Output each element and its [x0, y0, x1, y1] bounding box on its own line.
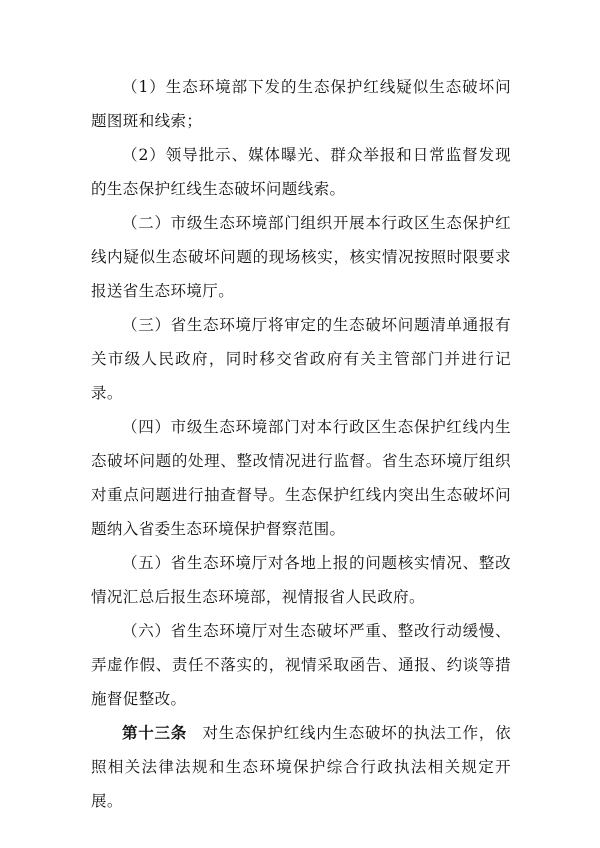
section-item-6: （六）省生态环境厅对生态破坏严重、整改行动缓慢、弄虚作假、责任不落实的，视情采取函告、通报、约谈等措施督促整改。: [91, 622, 511, 708]
article-text: 对生态保护红线内生态破坏的执法工作，依照相关法律法规和生态环境保护综合行政执法相关规定开展。: [91, 724, 511, 810]
article-13: [91, 716, 511, 818]
document-body: [91, 70, 511, 818]
section-item-5: （五）省生态环境厅对各地上报的问题核实情况、整改情况汇总后报生态环境部，视情报省人民政府。: [91, 554, 511, 606]
section-item-2: （二）市级生态环境部门组织开展本行政区生态保护红线内疑似生态破坏问题的现场核实，核实情况按照时限要求报送省生态环境厅。: [91, 214, 511, 300]
list-item-2: （2）领导批示、媒体曝光、群众举报和日常监督发现的生态保护红线生态破坏问题线索。: [91, 146, 511, 198]
article-heading: 第十三条: [122, 724, 188, 742]
list-item-1: （1）生态环境部下发的生态保护红线疑似生态破坏问题图斑和线索；: [91, 78, 511, 130]
section-item-3: （三）省生态环境厅将审定的生态破坏问题清单通报有关市级人民政府，同时移交省政府有关主管部门并进行记录。: [91, 316, 511, 402]
section-item-4: （四）市级生态环境部门对本行政区生态保护红线内生态破坏问题的处理、整改情况进行监督。省生态环境厅组织对重点问题进行抽查督导。生态保护红线内突出生态破坏问题纳入省委生态环境保护督察范围。: [91, 418, 511, 538]
